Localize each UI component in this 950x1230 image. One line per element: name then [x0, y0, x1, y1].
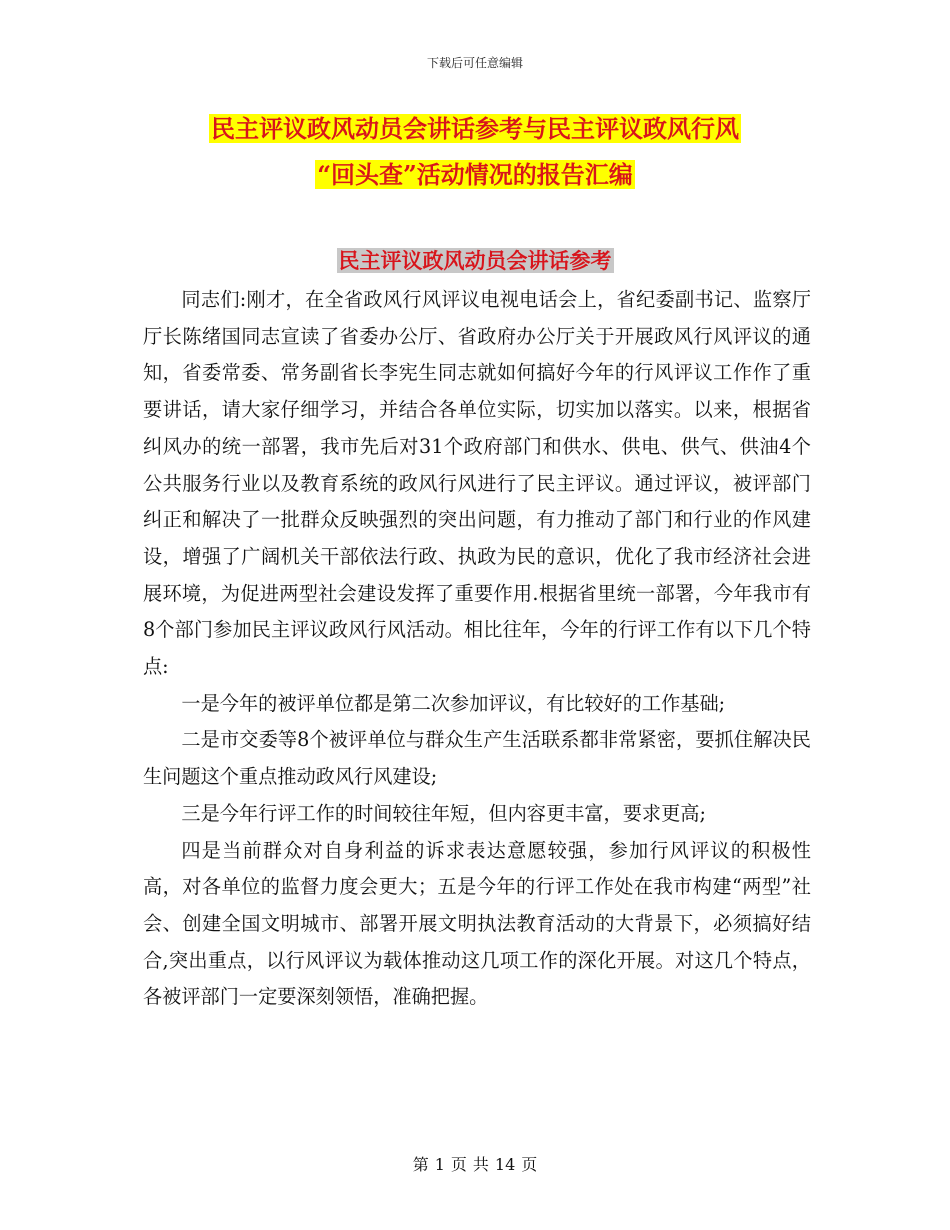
- page-footer: [0, 1152, 950, 1175]
- footer-page-unit: 页: [450, 1155, 467, 1174]
- paragraph: 一是今年的被评单位都是第二次参加评议，有比较好的工作基础;: [181, 691, 726, 715]
- header-note: 下载后可任意编辑: [426, 56, 523, 70]
- paragraph: 同志们:刚才，在全省政风行风评议电视电话会上，省纪委副书记、监察厅厅长陈绪国同志宣读了省委办公厅、省政府办公厅关于开展政风行风评议的通知，省委常委、常务副省长李宪生同志就如何搞好今年的行风评议工作作了重要讲话，请大家仔细学习，并结合各单位实际，切实加以落实。以来，根据省纠风办的统一部署，我市先后对31个政府部门和供水、供电、供气、供油4个公共服务行业以及教育系统的政风行风进行了民主评议。通过评议，被评部门纠正和解决了一批群众反映强烈的突出问题，有力推动了部门和行业的作风建设，增强了广阔机关干部依法行政、执政为民的意识，优化了我市经济社会进展环境，为促进两型社会建设发挥了重要作用.根据省里统一部署，今年我市有8个部门参加民主评议政风行风活动。相比往年，今年的行评工作有以下几个特点:: [143, 288, 811, 679]
- title-highlight-1: 民主评议政风动员会讲话参考与民主评议政风行风: [211, 114, 739, 143]
- section-title: [0, 246, 950, 276]
- paragraph: 三是今年行评工作的时间较往年短，但内容更丰富，要求更高;: [181, 801, 706, 825]
- page-number: 1: [434, 1155, 445, 1174]
- document-title-line-1: [0, 112, 950, 146]
- section-title-text: 民主评议政风动员会讲话参考: [338, 248, 612, 273]
- footer-total-unit: 页: [521, 1155, 538, 1174]
- paragraph: 四是当前群众对自身利益的诉求表达意愿较强，参加行风评议的积极性高，对各单位的监督力度会更大；五是今年的行评工作处在我市构建“两型”社会、创建全国文明城市、部署开展文明执法教育活动的大背景下，必须搞好结合,突出重点，以行风评议为载体推动这几项工作的深化开展。对这几个特点，各被评部门一定要深刻领悟，准确把握。: [143, 838, 811, 1009]
- total-pages: 14: [494, 1155, 516, 1174]
- footer-prefix: 第: [412, 1155, 429, 1174]
- footer-total-prefix: 共: [472, 1155, 489, 1174]
- title-highlight-2: “回头查”活动情况的报告汇编: [317, 160, 633, 189]
- document-title-line-2: [0, 158, 950, 192]
- body-text: [143, 282, 811, 1016]
- paragraph: 二是市交委等8个被评单位与群众生产生活联系都非常紧密，要抓住解决民生问题这个重点推动政风行风建设;: [143, 728, 811, 789]
